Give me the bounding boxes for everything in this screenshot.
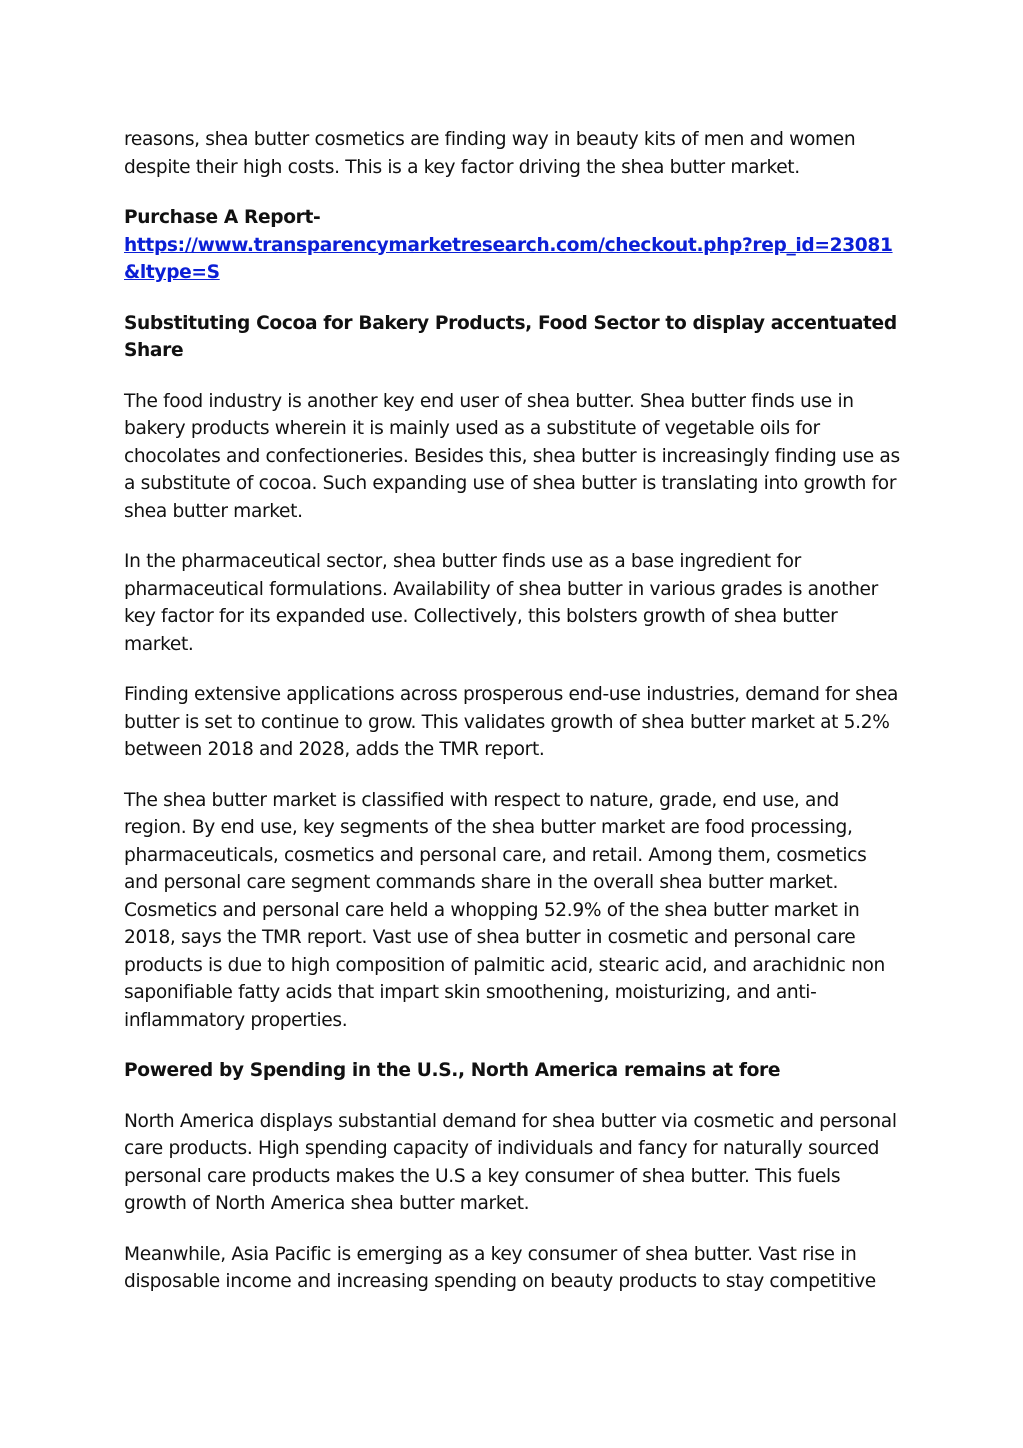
heading-north-america: Powered by Spending in the U.S., North America remains at fore: [124, 1060, 781, 1081]
document-page: [124, 126, 904, 1319]
purchase-report-label: Purchase A Report-: [124, 207, 321, 228]
paragraph-food-industry: The food industry is another key end user of shea butter. Shea butter finds use in bakery products wherein it is mainly used as a substitute of vegetable oils for chocolates and confectioneries. Besides this, shea butter is increasingly finding use as a substitute of cocoa. Such expanding use of shea butter is translating into growth for shea butter market.: [124, 390, 900, 522]
paragraph-segments: The shea butter market is classified with respect to nature, grade, end use, and region. By end use, key segments of the shea butter market are food processing, pharmaceuticals, cosmetics and personal care, and retail. Among them, cosmetics and personal care segment commands share in the overall shea butter market. Cosmetics and personal care held a whopping 52.9% of the shea butter market in 2018, says the TMR report. Vast use of shea butter in cosmetic and personal care products is due to high composition of palmitic acid, stearic acid, and arachidnic non saponifiable fatty acids that impart skin smoothening, moisturizing, and anti-inflammatory properties.: [124, 789, 885, 1031]
paragraph-market-growth: Finding extensive applications across prosperous end-use industries, demand for shea butter is set to continue to grow. This validates growth of shea butter market at 5.2% between 2018 and 2028, adds the TMR report.: [124, 684, 899, 760]
heading-cocoa-food-sector: Substituting Cocoa for Bakery Products, Food Sector to display accentuated Share: [124, 312, 897, 361]
paragraph-north-america: North America displays substantial demand for shea butter via cosmetic and personal care products. High spending capacity of individuals and fancy for naturally sourced personal care products makes the U.S a key consumer of shea butter. This fuels growth of North America shea butter market.: [124, 1110, 897, 1214]
purchase-report-link[interactable]: https://www.transparencymarketresearch.com/checkout.php?rep_id=23081&ltype=S: [124, 234, 893, 283]
paragraph-intro-continuation: reasons, shea butter cosmetics are finding way in beauty kits of men and women despite their high costs. This is a key factor driving the shea butter market.: [124, 129, 856, 178]
paragraph-asia-pacific: Meanwhile, Asia Pacific is emerging as a key consumer of shea butter. Vast rise in disposable income and increasing spending on beauty products to stay competitive: [124, 1243, 876, 1292]
paragraph-pharmaceutical: In the pharmaceutical sector, shea butter finds use as a base ingredient for pharmaceutical formulations. Availability of shea butter in various grades is another key factor for its expanded use. Collectively, this bolsters growth of shea butter market.: [124, 551, 878, 655]
purchase-report-block: [124, 204, 904, 287]
